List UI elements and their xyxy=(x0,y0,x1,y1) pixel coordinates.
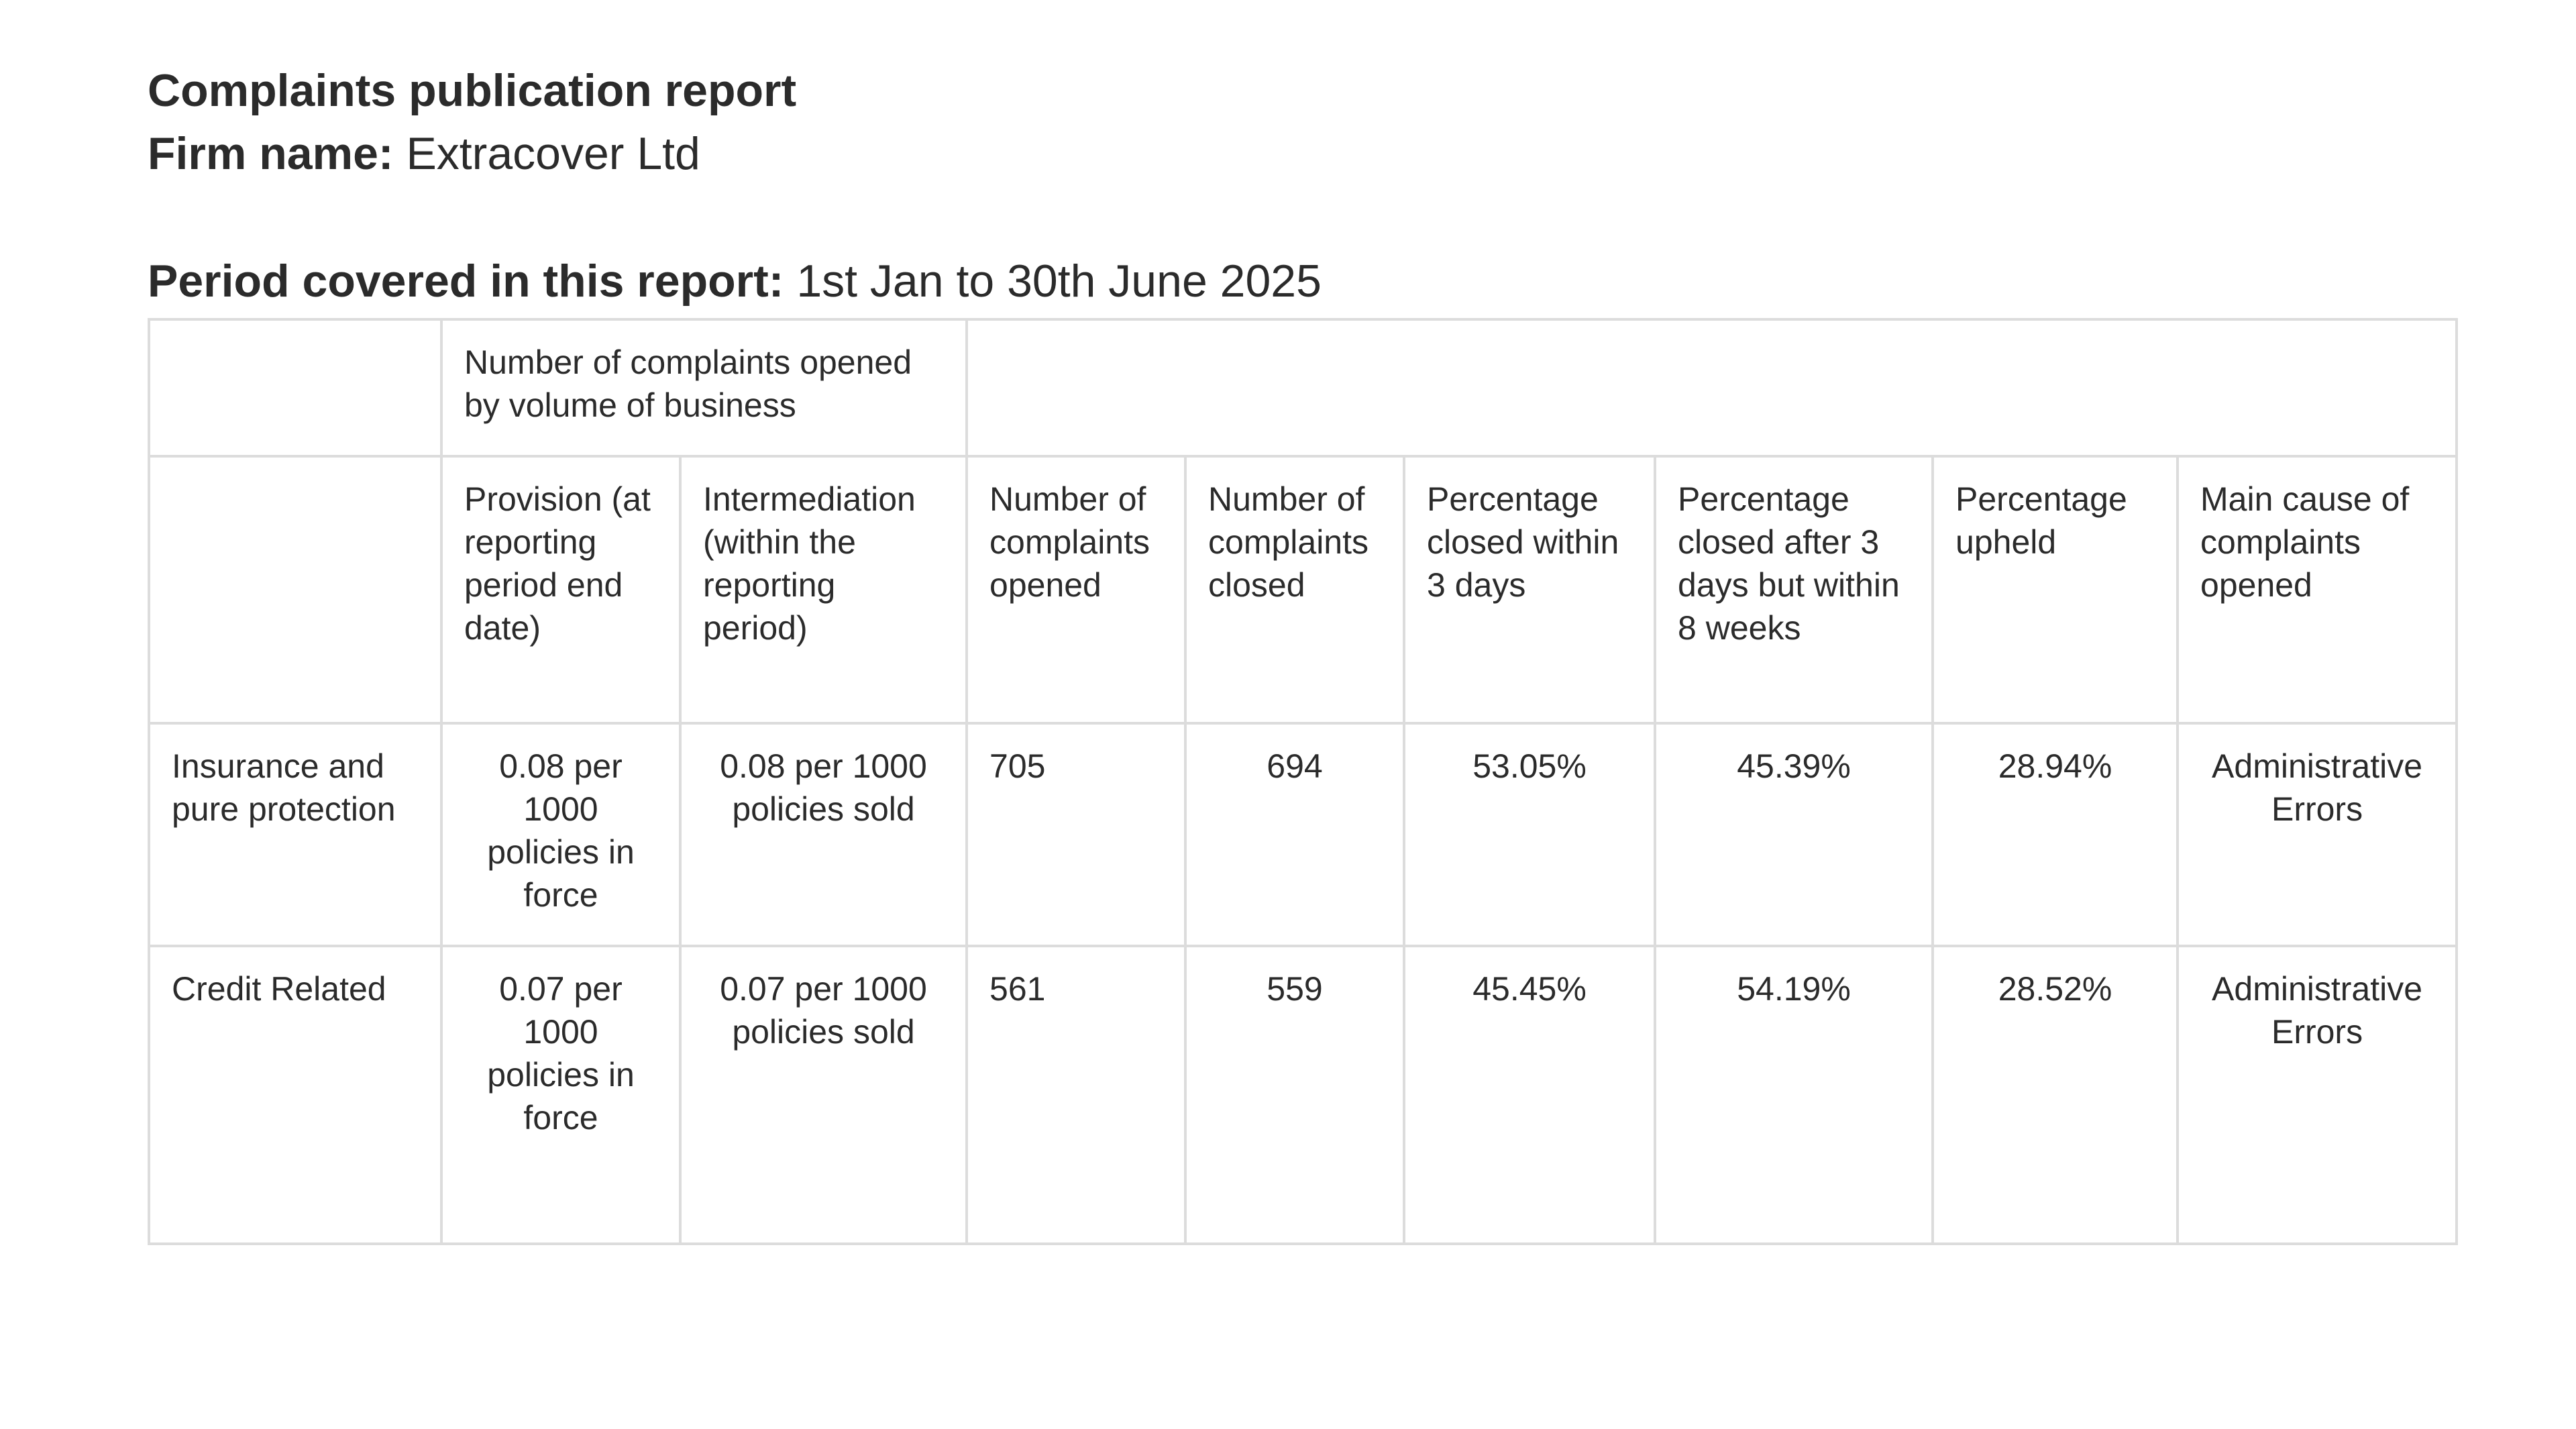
row-category: Credit Related xyxy=(149,946,441,1244)
empty-group-header-cell xyxy=(967,319,2457,456)
group-header-row xyxy=(149,319,2457,456)
firm-line xyxy=(148,121,2455,187)
main-cause-value: Administrative Errors xyxy=(2178,723,2457,946)
opened-value: 705 xyxy=(967,723,1185,946)
closed-3-days-value: 45.45% xyxy=(1404,946,1655,1244)
intermediation-value: 0.07 per 1000 policies sold xyxy=(680,946,967,1244)
column-header-row xyxy=(149,456,2457,723)
upheld-value: 28.52% xyxy=(1933,946,2178,1244)
period-value: 1st Jan to 30th June 2025 xyxy=(796,256,1322,307)
provision-value: 0.08 per 1000 policies in force xyxy=(441,723,680,946)
column-header-closed-3-days: Percentage closed within 3 days xyxy=(1404,456,1655,723)
main-cause-value: Administrative Errors xyxy=(2178,946,2457,1244)
table-row xyxy=(149,723,2457,946)
intermediation-value: 0.08 per 1000 policies sold xyxy=(680,723,967,946)
opened-value: 561 xyxy=(967,946,1185,1244)
group-header-volume: Number of complaints opened by volume of business xyxy=(441,319,967,456)
closed-value: 559 xyxy=(1185,946,1404,1244)
column-header-upheld: Percentage upheld xyxy=(1933,456,2178,723)
firm-name: Extracover Ltd xyxy=(406,128,700,179)
period-line xyxy=(148,244,2455,318)
firm-label: Firm name: xyxy=(148,128,394,179)
column-header-closed-8-weeks: Percentage closed after 3 days but within 8 weeks xyxy=(1655,456,1933,723)
table-row xyxy=(149,946,2457,1244)
column-header-intermediation: Intermediation (within the reporting period) xyxy=(680,456,967,723)
closed-8-weeks-value: 45.39% xyxy=(1655,723,1933,946)
upheld-value: 28.94% xyxy=(1933,723,2178,946)
closed-8-weeks-value: 54.19% xyxy=(1655,946,1933,1244)
report-title: Complaints publication report xyxy=(148,65,797,116)
period-label: Period covered in this report: xyxy=(148,256,784,307)
row-category: Insurance and pure protection xyxy=(149,723,441,946)
empty-header-cell xyxy=(149,319,441,456)
column-header-main-cause: Main cause of complaints opened xyxy=(2178,456,2457,723)
column-header-provision: Provision (at reporting period end date) xyxy=(441,456,680,723)
complaints-table xyxy=(148,318,2458,1245)
empty-header-cell xyxy=(149,456,441,723)
provision-value: 0.07 per 1000 policies in force xyxy=(441,946,680,1244)
closed-value: 694 xyxy=(1185,723,1404,946)
closed-3-days-value: 53.05% xyxy=(1404,723,1655,946)
report-page xyxy=(148,60,2455,1245)
column-header-closed: Number of complaints closed xyxy=(1185,456,1404,723)
column-header-opened: Number of complaints opened xyxy=(967,456,1185,723)
